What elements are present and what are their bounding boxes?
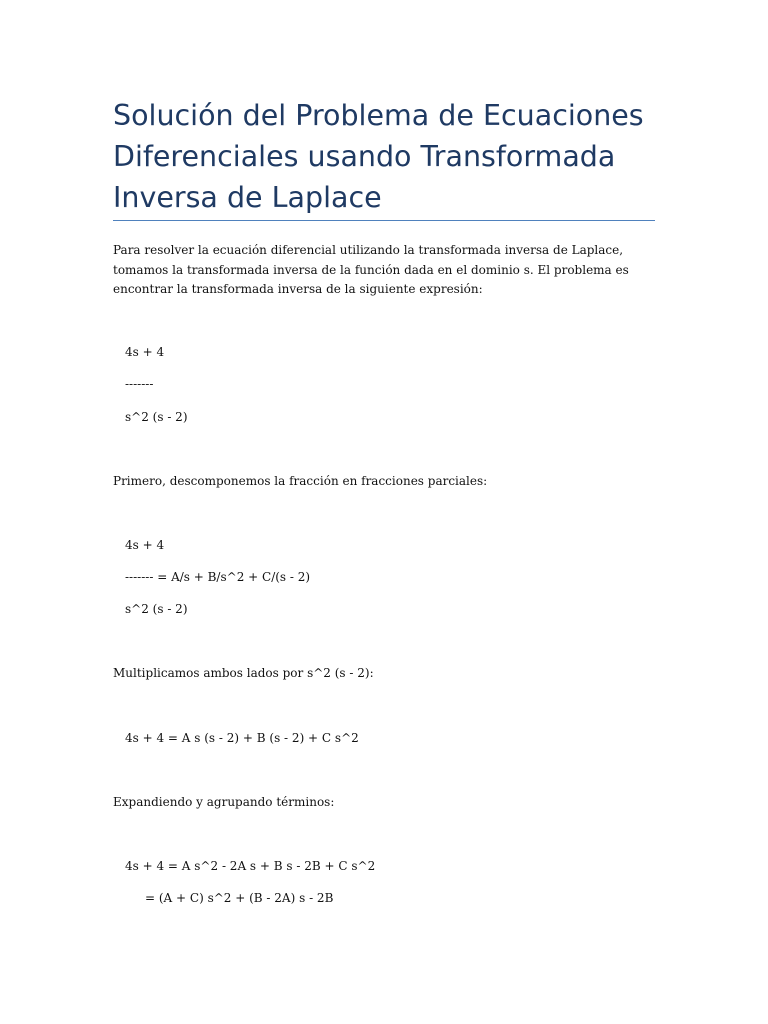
intro-paragraph — [113, 241, 629, 300]
expr2-fraction-line: ------- = A/s + B/s^2 + C/(s - 2) — [125, 570, 311, 584]
intro-line-2: tomamos la transformada inversa de la función dada en el dominio s. El problema es — [113, 262, 629, 277]
title-underline — [113, 220, 655, 221]
intro-line-3: encontrar la transformada inversa de la siguiente expresión: — [113, 282, 483, 296]
step1-paragraph: Primero, descomponemos la fracción en fracciones parciales: — [113, 474, 488, 488]
expr4-line-2: = (A + C) s^2 + (B - 2A) s - 2B — [145, 891, 334, 905]
step2-paragraph: Multiplicamos ambos lados por s^2 (s - 2): — [113, 666, 374, 680]
step3-paragraph: Expandiendo y agrupando términos: — [113, 795, 335, 809]
expr1-numerator: 4s + 4 — [125, 345, 165, 359]
intro-line-1: Para resolver la ecuación diferencial utilizando la transformada inversa de Laplace, — [113, 243, 624, 257]
expr3-equation: 4s + 4 = A s (s - 2) + B (s - 2) + C s^2 — [125, 731, 359, 745]
expr2-numerator: 4s + 4 — [125, 538, 165, 552]
title-line-1: Solución del Problema de Ecuaciones — [113, 99, 644, 132]
expr4-line-1: 4s + 4 = A s^2 - 2A s + B s - 2B + C s^2 — [125, 859, 376, 873]
expr2-denominator: s^2 (s - 2) — [125, 602, 188, 616]
expr1-denominator: s^2 (s - 2) — [125, 410, 188, 424]
page-title — [113, 95, 673, 218]
title-line-3: Inversa de Laplace — [113, 181, 382, 214]
expr1-fraction-bar: ------- — [125, 377, 154, 391]
title-line-2: Diferenciales usando Transformada — [113, 140, 616, 173]
